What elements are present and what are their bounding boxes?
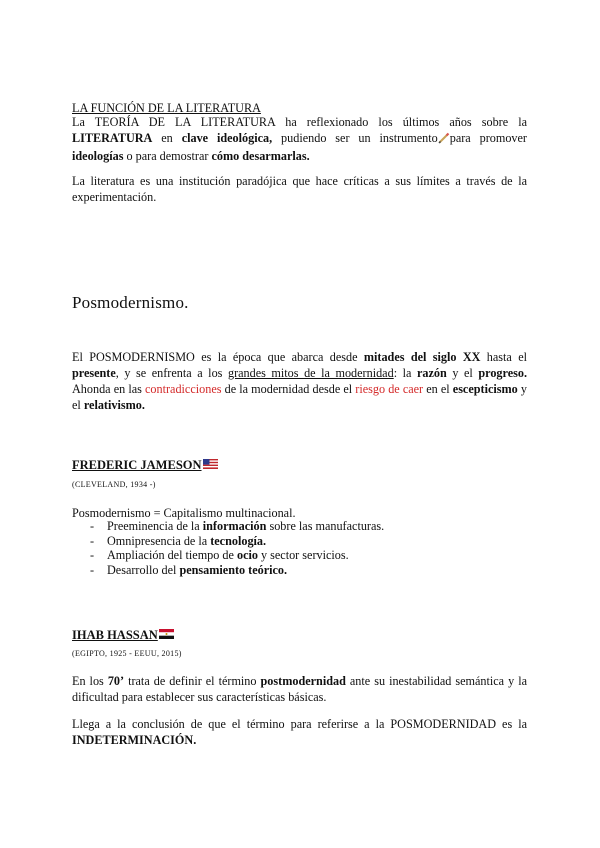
list-item: - Preeminencia de la información sobre las manufacturas.: [72, 519, 527, 534]
author-heading-hassan: [72, 627, 527, 643]
paragraph-hassan-postmodernidad: En los 70’ trata de definir el término postmodernidad ante su inestabilidad semántica y la dificultad para establecer sus características básicas.: [72, 674, 528, 704]
author-heading-jameson: [72, 457, 527, 473]
egypt-flag-icon: [159, 627, 174, 643]
paragraph-teoria-literatura: La TEORÍA DE LA LITERATURA ha reflexionado los últimos años sobre la LITERATURA en clave ideológica, pudiendo ser un instrumento para promover ideologías o para demostrar cómo desarmarlas.: [72, 115, 527, 163]
author-name-jameson: FREDERIC JAMESON: [72, 458, 202, 472]
paragraph-hassan-indeterminacion: Llega a la conclusión de que el término para referirse a la POSMODERNIDAD es la INDETERMINACIÓN.: [72, 717, 527, 747]
jameson-intro: Posmodernismo = Capitalismo multinacional.: [72, 506, 296, 520]
heading-posmodernismo: Posmodernismo.: [72, 293, 189, 312]
section-title-funcion-literatura: LA FUNCIÓN DE LA LITERATURA: [72, 101, 261, 115]
list-item: - Ampliación del tiempo de ocio y sector servicios.: [72, 548, 527, 563]
author-dates-jameson: (CLEVELAND, 1934 -): [72, 480, 156, 489]
pencil-icon: [438, 132, 450, 148]
list-item: - Desarrollo del pensamiento teórico.: [72, 563, 527, 578]
list-item: - Omnipresencia de la tecnología.: [72, 534, 527, 549]
author-name-hassan: IHAB HASSAN: [72, 628, 158, 642]
paragraph-posmodernismo: El POSMODERNISMO es la época que abarca desde mitades del siglo XX hasta el presente, y se enfrenta a los grandes mitos de la modernidad: la razón y el progreso. Ahonda en las contradicciones de la modernidad desde el riesgo de caer en el escepticismo y el relativismo.: [72, 350, 527, 412]
paragraph-institucion-paradojica: La literatura es una institución paradójica que hace críticas a sus límites a través de la experimentación.: [72, 174, 527, 204]
author-dates-hassan: (EGIPTO, 1925 - EEUU, 2015): [72, 649, 182, 658]
usa-flag-icon: [203, 457, 218, 473]
jameson-list: [72, 519, 527, 577]
